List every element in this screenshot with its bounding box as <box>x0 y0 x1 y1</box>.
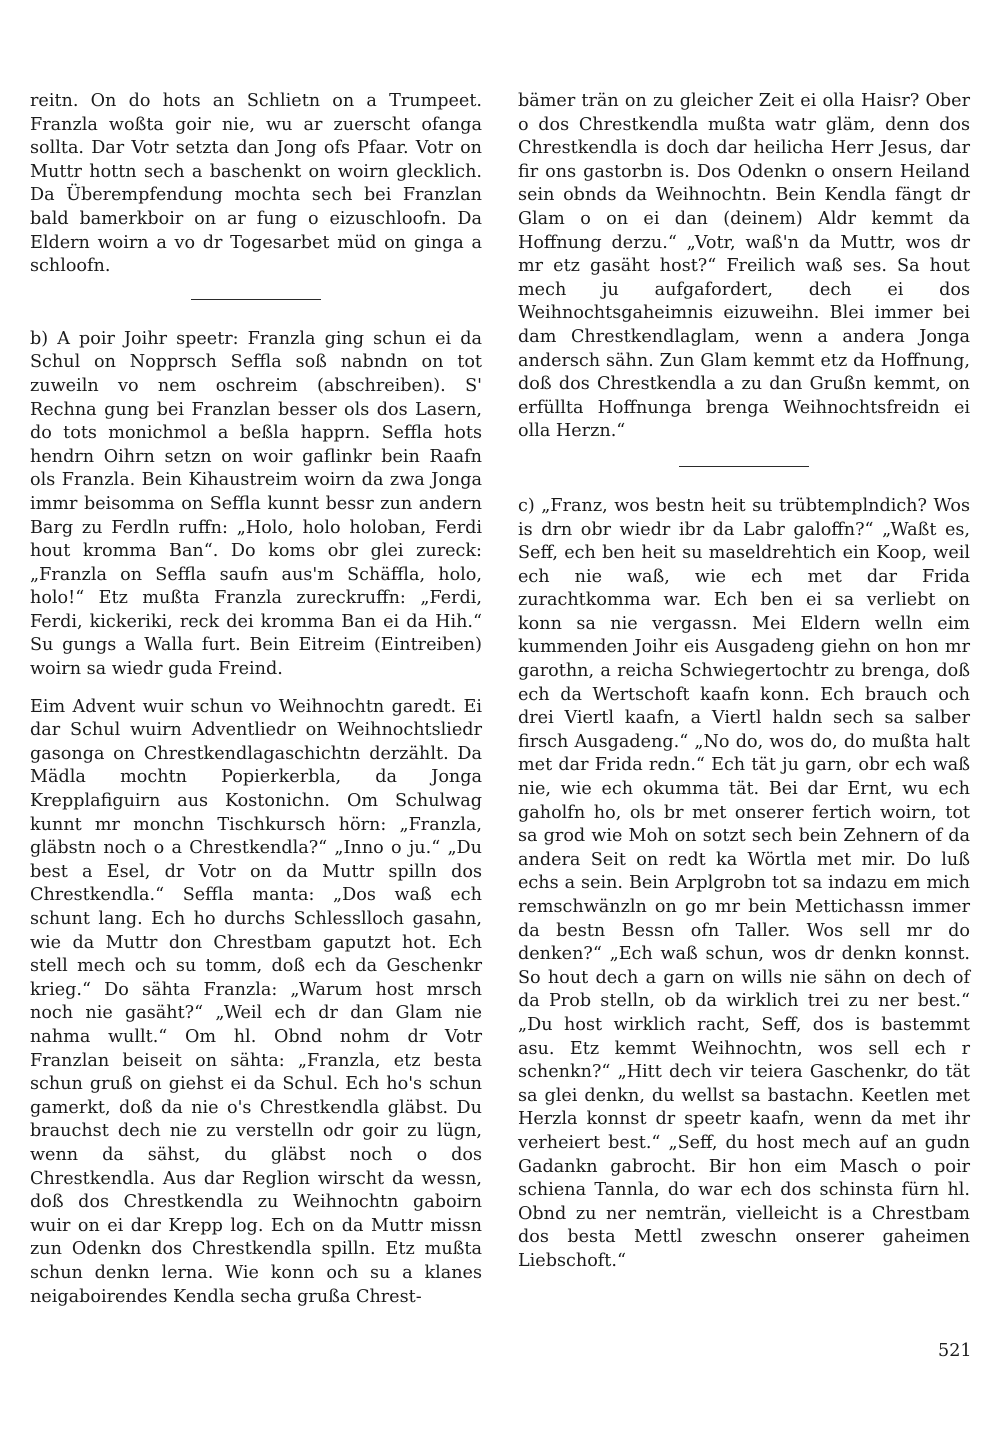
paragraph-b-continuation: bämer trän on zu gleicher Zeit ei olla Haisr? Ober o dos Chrestkendla mußta watr gläm, denn dos Chrestkendla is doch dar heilicha Herr Jesus, dar fir ons gastorbn is. Dos Odenkn o onsern Heiland sein obnds da Weihnochtn. Bein Kendla fängt dr Glam o on ei dan (deinem) Aldr kemmt da Hoffnung derzu.“ „Votr, waß'n da Muttr, wos dr mr etz gasäht host?“ Freilich waß ses. Sa hout mech ju aufgafordert, dech ei dos Weihnochtsgaheimnis eizuweihn. Blei immer bei dam Chrestkendlaglam, wenn a andera Jonga andersch sähn. Zun Glam kemmt etz da Hoffnung, doß dos Chrestkendla a zu dan Grußn kemmt, on erfüllta Hoffnunga brenga Weihnochtsfreidn ei olla Herzn.“ <box>518 91 970 442</box>
section-divider-rule <box>191 299 321 300</box>
paragraph-c: c) „Franz, wos bestn heit su trübtemplndich? Wos is drn obr wiedr ibr da Labr galoffn?“ „Waßt es, Seff, ech ben heit su maseldrehtich ein Koop, weil ech nie waß, wie ech met dar Frida zurachtkomma war. Ech ben ei sa verliebt on konn sa nie vergassn. Mei Eldern welln eim kummenden Joihr eis Ausgadeng giehn on hon mr garothn, a reicha Schwiegertochtr zu brenga, doß ech da Wertschoft kaafn konn. Ech brauch och drei Viertl kaafn, a Viertl haldn sech sa salber firsch Ausgadeng.“ „No do, wos do, do mußta halt met dar Frida redn.“ Ech tät ju garn, obr ech waß nie, wie ech okumma tät. Bei dar Ernt, wu ech gaholfn ho, ols br met onserer fertich woirn, tot sa grod wie Moh on sotzt sech bein Zehnern of da andera Seit on redt ka Wörtla met mir. Do luß echs a sein. Bein Arplgrobn tot sa indazu em mich remschwänzln on go mr bein Mettichassn immer da bestn Bessn ofn Taller. Wos sell mr do denken?“ „Ech waß schun, wos dr denkn konnst. So hout dech a garn on wills nie sähn on dech of da Prob stelln, ob da wirklich trei zu ner best.“ „Du host wirklich racht, Seff, dos is bastemmt asu. Etz kemmt Weihnochtn, wos sell ech r schenkn?“ „Hitt dech vir teiera Gaschenkr, do tät sa glei denkn, du wellst sa bastachn. Keetlen met Herzla konnst dr speetr kaafn, wenn da met ihr verheiert best.“ „Seff, du host mech auf an gudn Gadankn gabrocht. Bir hon eim Masch o poir schiena Tannla, do war ech dos schinsta fürn hl. Obnd zu ner nemträn, vielleicht is a Chrestbam dos besta Mettl zweschn onserer gaheimen Liebschoft.“ <box>518 495 970 1271</box>
paragraph-advent: Eim Advent wuir schun vo Weihnochtn garedt. Ei dar Schul wuirn Adventliedr on Weihnochtsliedr gasonga on Chrestkendlagaschichtn derzählt. Da Mädla mochtn Popierkerbla, da Jonga Krepplafiguirn aus Kostonichn. Om Schulwag kunnt mr monchn Tischkursch hörn: „Franzla, gläbstn noch o a Chrestkendla?“ „Inno o ju.“ „Du best a Esel, dr Votr on da Muttr spilln dos Chrestkendla.“ Seffla manta: „Dos waß ech schunt lang. Ech ho durchs Schlesslloch gasahn, wie da Muttr don Chrestbam gaputzt hot. Ech stell mech och su tomm, doß ech da Geschenkr krieg.“ Do sähta Franzla: „Warum host mrsch noch nie gasäht?“ „Weil ech dr dan Glam nie nahma wullt.“ Om hl. Obnd nohm dr Votr Franzlan beiseit on sähta: „Franzla, etz besta schun gruß on giehst ei da Schul. Ech ho's schun gamerkt, doß da nie o's Chrestkendla gläbst. Du brauchst dech nie zu verstelln odr goir zu lügn, wenn da sähst, du gläbst noch o dos Chrestkendla. Aus dar Reglion wirscht da wessn, doß dos Chrestkendla zu Weihnochtn gaboirn wuir on ei dar Krepp log. Ech on da Muttr missn zun Odenkn dos Chrestkendla spilln. Etz mußta schun denkn lerna. Wie konn och su a klanes neigaboirendes Kendla secha grußa Chrest- <box>30 696 482 1307</box>
page-number: 521 <box>938 1341 972 1361</box>
paragraph-spacer <box>30 682 482 696</box>
section-divider-rule <box>679 466 809 467</box>
paragraph-b: b) A poir Joihr speetr: Franzla ging schun ei da Schul on Nopprsch Seffla soß nabndn on tot zuweiln vo nem oschreim (abschreiben). S' Rechna gung bei Franzlan besser ols dos Lasern, do tots monichmol a beßla happrn. Seffla hots hendrn Oihrn setzn on woir gaflinkr bein Raafn ols Franzla. Bein Kihaustreim woirn da zwa Jonga immr beisomma on Seffla kunnt bessr zun andern Barg zu Ferdln ruffn: „Holo, holo holoban, Ferdi hout kromma Ban“. Do koms obr glei zureck: „Franzla on Seffla saufn aus'm Schäffla, holo, holo!“ Etz mußta Franzla zureckruffn: „Ferdi, Ferdi, kickeriki, reck dei kromma Ban ei da Hih.“ Su gungs a Walla furt. Bein Eitreim (Eintreiben) woirn sa wiedr guda Freind. <box>30 328 482 680</box>
left-column <box>30 90 482 1309</box>
right-column <box>518 90 970 1274</box>
paragraph-a-ending: reitn. On do hots an Schlietn on a Trumpeet. Franzla woßta goir nie, wu ar zuerscht ofanga sollta. Dar Votr setzta dan Jong ofs Pfaar. Votr on Muttr hottn sech a baschenkt on woirn glecklich. Da Überempfendung mochta sech bei Franzlan bald bamerkboir on ar fung o eizuschloofn. Da Eldern woirn a vo dr Togesarbet müd on ginga a schloofn. <box>30 91 482 277</box>
